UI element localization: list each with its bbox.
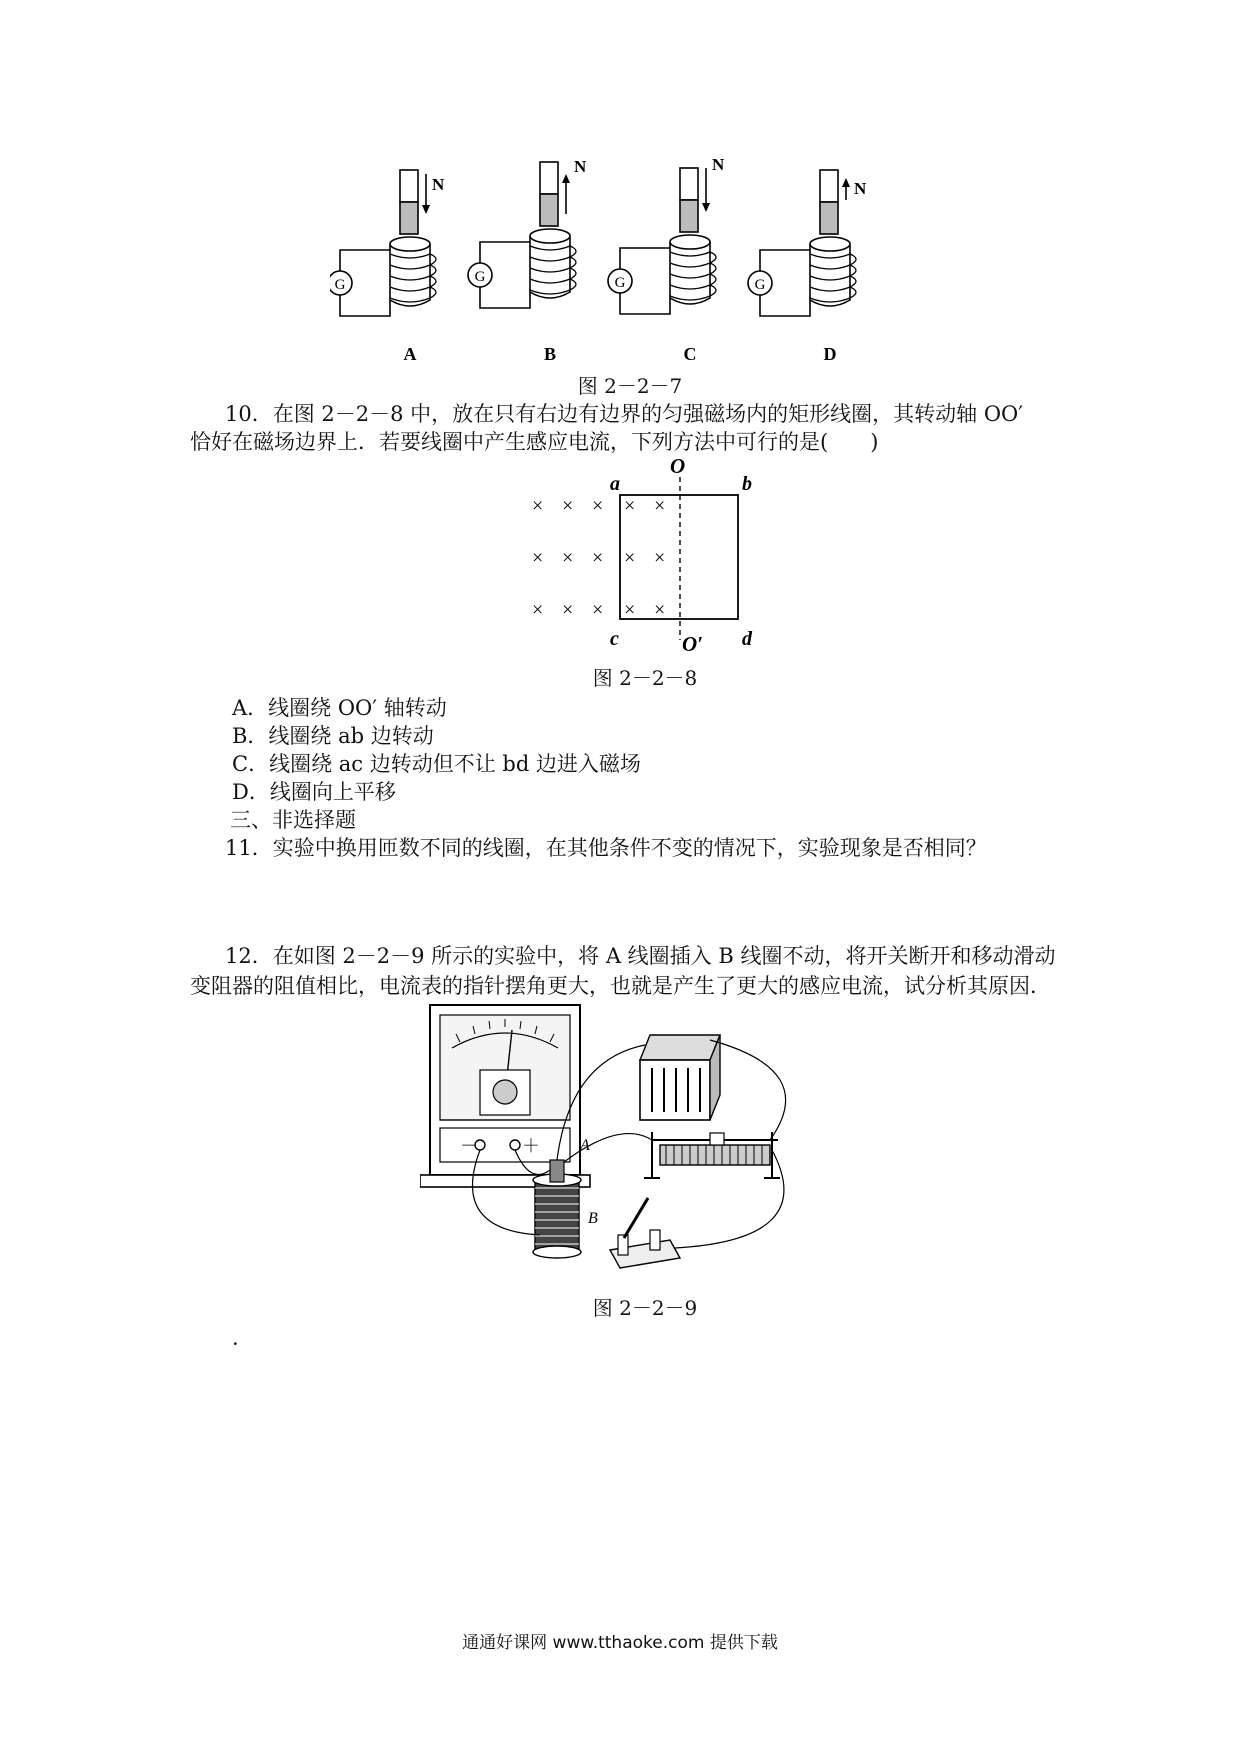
svg-text:×: × — [562, 547, 574, 569]
svg-text:×: × — [654, 547, 666, 569]
section-heading-non-choice: 三、非选择题 — [230, 808, 356, 832]
corner-c: c — [610, 628, 619, 650]
q10-option-b: B．线圈绕 ab 边转动 — [232, 724, 434, 748]
galvanometer-label: G — [614, 275, 626, 291]
svg-text:×: × — [624, 547, 636, 569]
figure-caption-2-2-9: 图 2－2－9 — [592, 1296, 698, 1320]
q10-option-d: D．线圈向上平移 — [232, 780, 396, 804]
svg-text:×: × — [562, 599, 574, 621]
svg-text:×: × — [654, 495, 666, 517]
field-marks — [532, 495, 665, 621]
panel-c — [608, 155, 725, 364]
panel-label: B — [543, 344, 557, 364]
svg-text:×: × — [592, 495, 604, 517]
corner-d: d — [742, 628, 752, 650]
coil-a-label: A — [580, 1137, 590, 1154]
panel-d — [748, 170, 867, 364]
pole-label: N — [432, 175, 445, 194]
panel-label: A — [403, 344, 417, 364]
corner-a: a — [610, 473, 620, 495]
galvanometer-label: G — [754, 277, 766, 293]
pole-label: N — [712, 155, 725, 174]
page-footer: 通通好课网 www.tthaoke.com 提供下载 — [462, 1633, 778, 1653]
meter-minus-label: － — [460, 1136, 478, 1156]
svg-text:×: × — [624, 495, 636, 517]
q11-text: 11．实验中换用匝数不同的线圈，在其他条件不变的情况下，实验现象是否相同？ — [225, 836, 987, 860]
rheostat — [644, 1132, 780, 1178]
q12-line2: 变阻器的阻值相比，电流表的指针摆角更大，也就是产生了更大的感应电流，试分析其原因． — [190, 974, 1051, 998]
coil-b-label: B — [588, 1210, 598, 1227]
meter-plus-label: ＋ — [522, 1136, 540, 1156]
figure-2-2-8 — [520, 455, 780, 655]
figure-2-2-9 — [420, 1000, 880, 1285]
svg-text:×: × — [562, 495, 574, 517]
galvanometer-label: G — [334, 277, 346, 293]
svg-text:×: × — [592, 547, 604, 569]
svg-text:×: × — [532, 599, 544, 621]
battery — [640, 1035, 720, 1120]
q10-option-c: C．线圈绕 ac 边转动但不让 bd 边进入磁场 — [232, 752, 641, 776]
panel-label: D — [823, 344, 837, 364]
axis-bottom-label: O′ — [682, 632, 704, 655]
svg-text:×: × — [532, 495, 544, 517]
figure-caption-2-2-8: 图 2－2－8 — [592, 666, 698, 690]
svg-text:×: × — [654, 599, 666, 621]
stray-dot: · — [232, 1332, 239, 1356]
figure-caption-2-2-7: 图 2－2－7 — [577, 374, 683, 398]
svg-text:×: × — [532, 547, 544, 569]
panel-label: C — [683, 344, 697, 364]
svg-text:×: × — [624, 599, 636, 621]
pole-label: N — [854, 179, 867, 198]
panel-b — [468, 157, 587, 364]
galvanometer-label: G — [474, 269, 486, 285]
corner-b: b — [742, 473, 752, 495]
panel-a — [330, 170, 445, 364]
switch — [610, 1198, 680, 1268]
q12-line1: 12．在如图 2－2－9 所示的实验中，将 A 线圈插入 B 线圈不动，将开关断开和移动滑动 — [225, 944, 1056, 968]
axis-top-label: O — [670, 455, 686, 478]
svg-text:×: × — [592, 599, 604, 621]
q10-line2: 恰好在磁场边界上．若要线圈中产生感应电流，下列方法中可行的是( ) — [190, 430, 879, 454]
pole-label: N — [574, 157, 587, 176]
figure-2-2-7 — [330, 150, 950, 365]
q10-option-a: A．线圈绕 OO′ 轴转动 — [232, 696, 447, 720]
q10-line1: 10．在图 2－2－8 中，放在只有右边有边界的匀强磁场内的矩形线圈，其转动轴 OO′ — [225, 402, 1024, 426]
